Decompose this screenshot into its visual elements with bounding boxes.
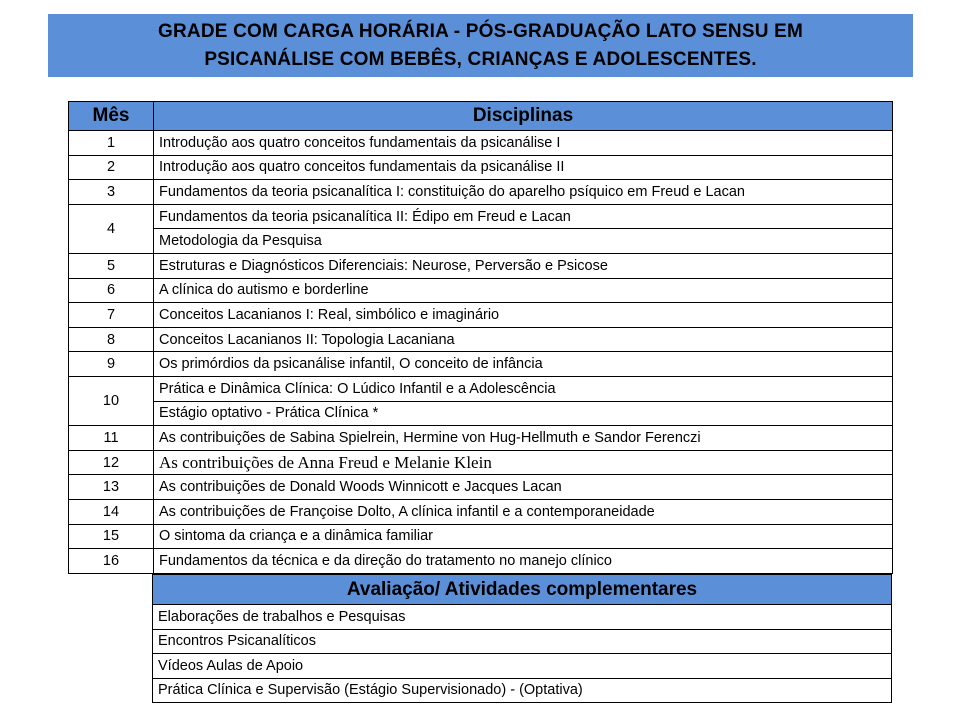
subject-cell: Fundamentos da técnica e da direção do tratamento no manejo clínico [154,549,893,574]
title-banner [48,14,913,77]
table-row [69,426,893,451]
month-cell: 5 [69,253,154,278]
month-cell: 2 [69,155,154,180]
table-row [69,155,893,180]
subject-cell: As contribuições de Donald Woods Winnicott e Jacques Lacan [154,475,893,500]
month-cell: 11 [69,426,154,451]
month-cell: 15 [69,524,154,549]
subject-cell: Introdução aos quatro conceitos fundamentais da psicanálise I [154,131,893,156]
complementary-activities-table [152,574,892,703]
table-row [69,131,893,156]
subject-cell: Fundamentos da teoria psicanalítica I: constituição do aparelho psíquico em Freud e Lacan [154,180,893,205]
month-cell: 13 [69,475,154,500]
month-cell: 4 [69,204,154,253]
activity-cell: Elaborações de trabalhos e Pesquisas [153,605,892,630]
month-cell: 3 [69,180,154,205]
table-row [69,401,893,426]
curriculum-table [68,101,893,574]
subject-cell: Estágio optativo - Prática Clínica * [154,401,893,426]
month-cell: 8 [69,327,154,352]
extra-header-row [153,575,892,605]
table-row [69,499,893,524]
activity-cell: Encontros Psicanalíticos [153,629,892,654]
subject-cell: O sintoma da criança e a dinâmica familiar [154,524,893,549]
month-cell: 1 [69,131,154,156]
subject-cell: Conceitos Lacanianos I: Real, simbólico e imaginário [154,303,893,328]
header-month: Mês [69,102,154,131]
title-line-1: GRADE COM CARGA HORÁRIA - PÓS-GRADUAÇÃO LATO SENSU EM [158,20,803,42]
subject-cell: Fundamentos da teoria psicanalítica II: Édipo em Freud e Lacan [154,204,893,229]
table-header-row [69,102,893,131]
month-cell: 12 [69,450,154,475]
table-row [69,450,893,475]
subject-cell: As contribuições de Sabina Spielrein, Hermine von Hug-Hellmuth e Sandor Ferenczi [154,426,893,451]
subject-cell: A clínica do autismo e borderline [154,278,893,303]
table-row [69,204,893,229]
subject-cell: Os primórdios da psicanálise infantil, O conceito de infância [154,352,893,377]
list-item [153,654,892,679]
subject-cell: As contribuições de Françoise Dolto, A clínica infantil e a contemporaneidade [154,499,893,524]
table-row [69,278,893,303]
list-item [153,678,892,703]
subject-cell: Estruturas e Diagnósticos Diferenciais: Neurose, Perversão e Psicose [154,253,893,278]
month-cell: 10 [69,376,154,425]
table-row [69,549,893,574]
list-item [153,605,892,630]
table-row [69,180,893,205]
subject-cell: Prática e Dinâmica Clínica: O Lúdico Infantil e a Adolescência [154,376,893,401]
table-row [69,524,893,549]
month-cell: 7 [69,303,154,328]
month-cell: 9 [69,352,154,377]
list-item [153,629,892,654]
month-cell: 6 [69,278,154,303]
activity-cell: Vídeos Aulas de Apoio [153,654,892,679]
subject-cell: Introdução aos quatro conceitos fundamentais da psicanálise II [154,155,893,180]
extra-header: Avaliação/ Atividades complementares [153,575,892,605]
table-row [69,253,893,278]
table-row [69,229,893,254]
table-row [69,376,893,401]
table-row [69,303,893,328]
header-subjects: Disciplinas [154,102,893,131]
activity-cell: Prática Clínica e Supervisão (Estágio Supervisionado) - (Optativa) [153,678,892,703]
table-row [69,475,893,500]
table-row [69,352,893,377]
table-row [69,327,893,352]
subject-cell: As contribuições de Anna Freud e Melanie Klein [154,450,893,475]
month-cell: 14 [69,499,154,524]
month-cell: 16 [69,549,154,574]
title-line-2: PSICANÁLISE COM BEBÊS, CRIANÇAS E ADOLESCENTES. [204,48,757,70]
subject-cell: Conceitos Lacanianos II: Topologia Lacaniana [154,327,893,352]
subject-cell: Metodologia da Pesquisa [154,229,893,254]
